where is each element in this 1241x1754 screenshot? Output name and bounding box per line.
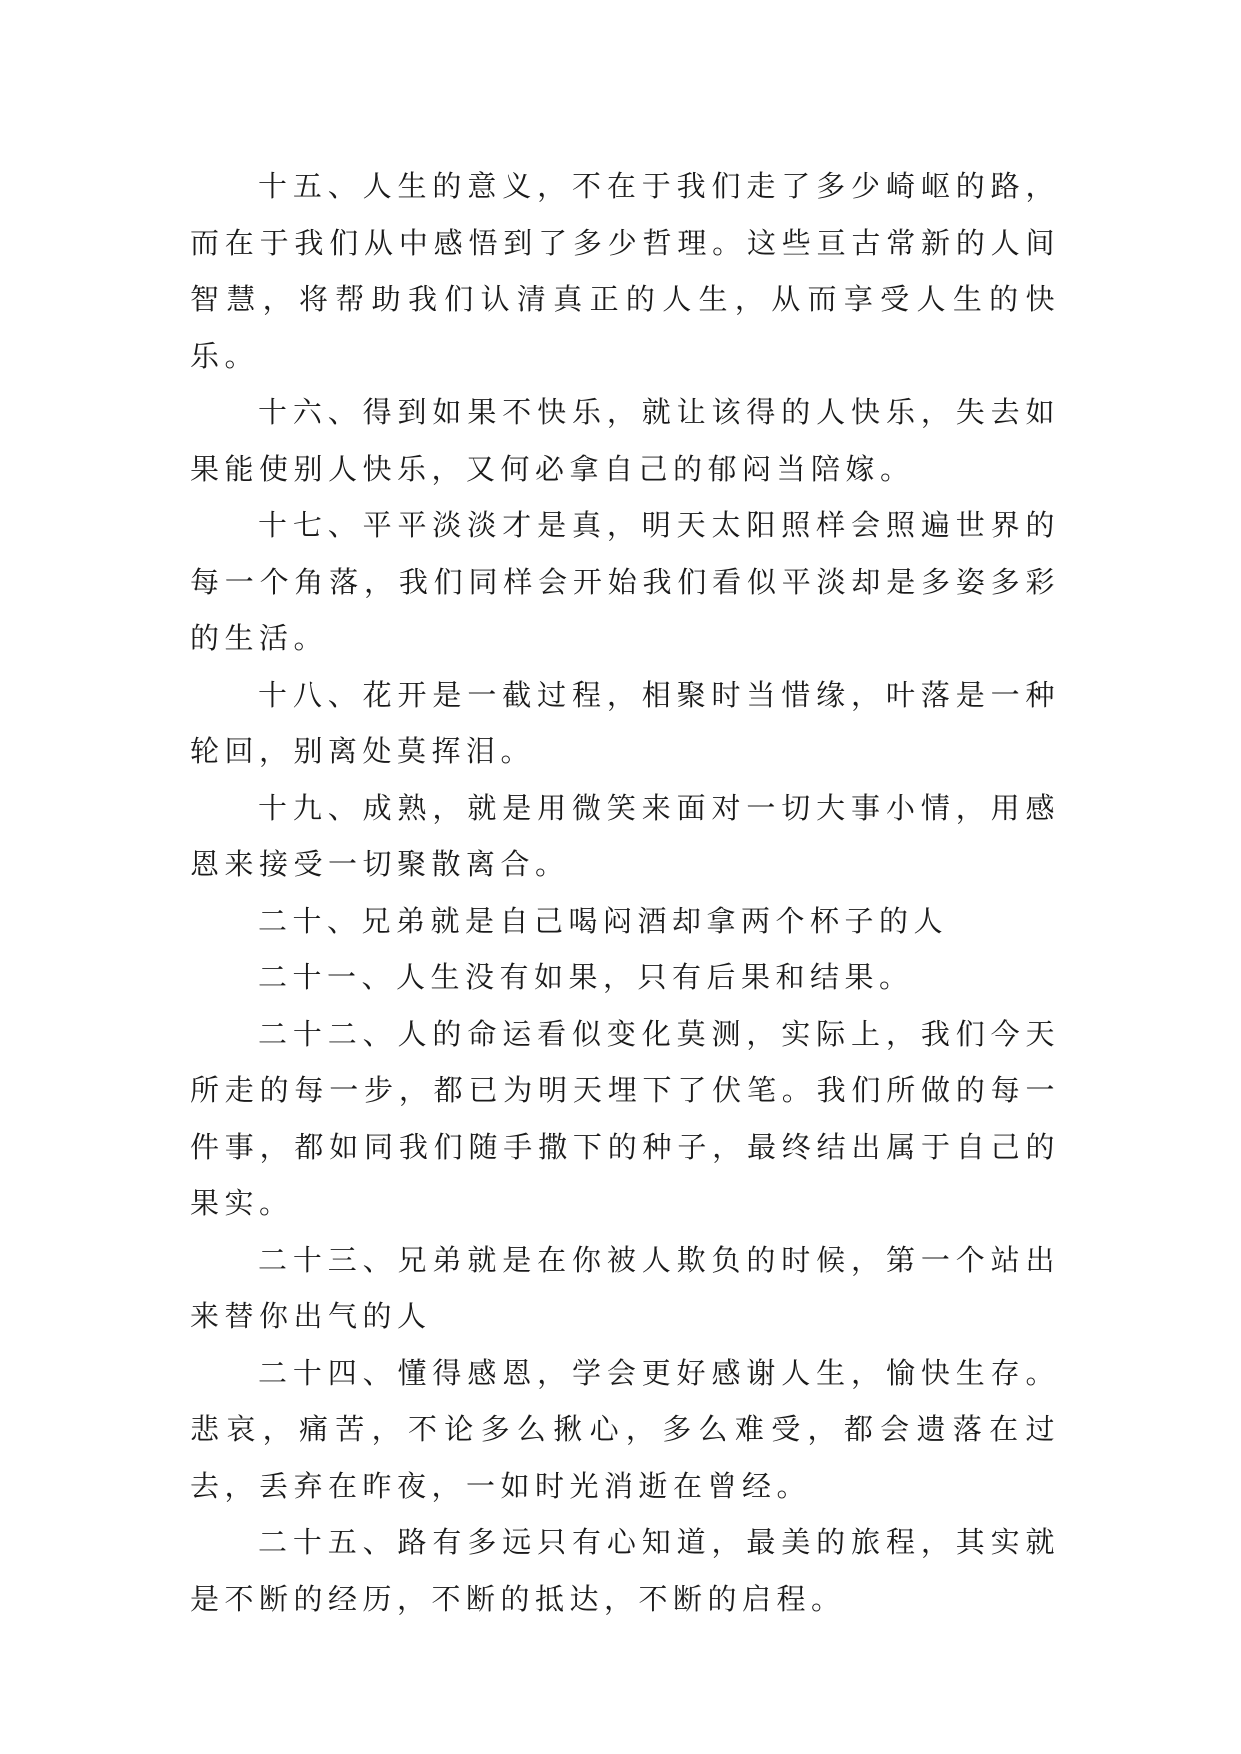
paragraph-18: 十八、花开是一截过程，相聚时当惜缘，叶落是一种轮回，别离处莫挥泪。 <box>190 677 1060 768</box>
paragraph-16: 十六、得到如果不快乐，就让该得的人快乐，失去如果能使别人快乐，又何必拿自己的郁闷当陪嫁。 <box>190 395 1060 486</box>
paragraph-19: 十九、成熟，就是用微笑来面对一切大事小情，用感恩来接受一切聚散离合。 <box>190 790 1060 881</box>
paragraph-25: 二十五、路有多远只有心知道，最美的旅程，其实就是不断的经历，不断的抵达，不断的启程。 <box>190 1525 1060 1616</box>
paragraph-24: 二十四、懂得感恩，学会更好感谢人生，愉快生存。悲哀，痛苦，不论多么揪心，多么难受，都会遗落在过去，丢弃在昨夜，一如时光消逝在曾经。 <box>190 1355 1060 1503</box>
paragraph-17: 十七、平平淡淡才是真，明天太阳照样会照遍世界的每一个角落，我们同样会开始我们看似平淡却是多姿多彩的生活。 <box>190 508 1060 655</box>
paragraph-20: 二十、兄弟就是自己喝闷酒却拿两个杯子的人 <box>258 903 949 938</box>
body-text <box>190 158 1060 1627</box>
paragraph-21: 二十一、人生没有如果，只有后果和结果。 <box>258 960 914 994</box>
paragraph-23: 二十三、兄弟就是在你被人欺负的时候，第一个站出来替你出气的人 <box>190 1242 1060 1333</box>
paragraph-15: 十五、人生的意义，不在于我们走了多少崎岖的路，而在于我们从中感悟到了多少哲理。这些亘古常新的人间智慧，将帮助我们认清真正的人生，从而享受人生的快乐。 <box>190 169 1060 373</box>
paragraph-22: 二十二、人的命运看似变化莫测，实际上，我们今天所走的每一步，都已为明天埋下了伏笔。我们所做的每一件事，都如同我们随手撒下的种子，最终结出属于自己的果实。 <box>190 1016 1060 1220</box>
